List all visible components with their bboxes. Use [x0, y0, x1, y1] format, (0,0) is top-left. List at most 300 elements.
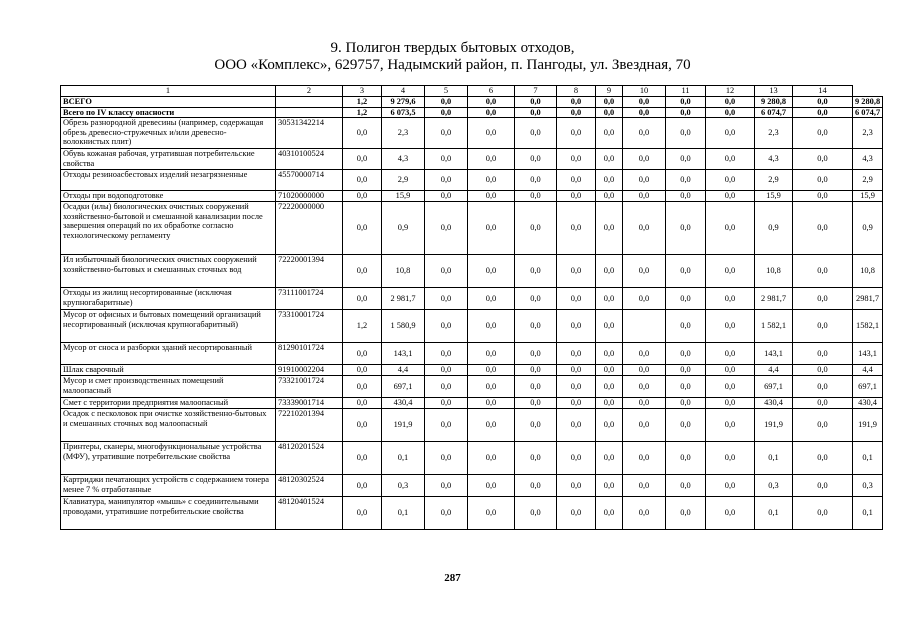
value-cell: 0,0 [596, 170, 623, 191]
waste-code: 73339001714 [276, 398, 343, 409]
column-number: 7 [515, 86, 557, 97]
value-cell: 0,0 [468, 409, 515, 442]
value-cell: 0,0 [596, 202, 623, 255]
value-cell: 0,0 [468, 107, 515, 118]
value-cell: 0,0 [623, 202, 666, 255]
table-row [61, 442, 883, 475]
value-cell: 0,0 [666, 255, 706, 288]
value-cell: 143,1 [755, 343, 793, 365]
value-cell: 0,0 [706, 202, 755, 255]
value-cell: 0,0 [343, 118, 382, 149]
value-cell: 4,3 [853, 149, 883, 170]
value-cell: 0,0 [343, 255, 382, 288]
waste-code [276, 97, 343, 108]
value-cell: 0,0 [666, 288, 706, 310]
value-cell: 0,0 [557, 343, 596, 365]
value-cell: 0,0 [425, 149, 468, 170]
value-cell: 0,0 [623, 365, 666, 376]
value-cell: 0,0 [623, 398, 666, 409]
value-cell: 0,0 [623, 409, 666, 442]
value-cell: 6 074,7 [755, 107, 793, 118]
value-cell: 0,0 [425, 170, 468, 191]
value-cell: 0,0 [425, 288, 468, 310]
table-title-line-2: ООО «Комплекс», 629757, Надымский район, п. Пангоды, ул. Звездная, 70 [214, 57, 691, 73]
value-cell: 0,0 [666, 365, 706, 376]
table-row [61, 202, 883, 255]
value-cell: 2981,7 [853, 288, 883, 310]
value-cell: 0,9 [853, 202, 883, 255]
value-cell: 0,1 [382, 497, 425, 530]
value-cell: 0,0 [596, 191, 623, 202]
value-cell: 0,0 [623, 191, 666, 202]
value-cell: 0,0 [425, 409, 468, 442]
value-cell: 0,0 [468, 118, 515, 149]
value-cell: 0,0 [706, 409, 755, 442]
value-cell: 0,0 [425, 255, 468, 288]
value-cell: 0,0 [596, 497, 623, 530]
value-cell: 0,0 [596, 398, 623, 409]
value-cell: 0,0 [468, 149, 515, 170]
table-row [61, 107, 883, 118]
waste-name: Картриджи печатающих устройств с содержанием тонера менее 7 % отработанные [61, 475, 276, 497]
value-cell: 0,0 [706, 149, 755, 170]
value-cell: 1,2 [343, 97, 382, 108]
value-cell: 0,0 [596, 409, 623, 442]
waste-name: Обрезь разнородной древесины (например, содержащая обрезь древесно-стружечных и/или древесно-волокнистых плит) [61, 118, 276, 149]
value-cell: 0,0 [515, 97, 557, 108]
value-cell: 0,0 [343, 376, 382, 398]
table-row [61, 398, 883, 409]
column-number: 1 [61, 86, 276, 97]
value-cell: 0,0 [793, 310, 853, 343]
value-cell: 0,0 [793, 202, 853, 255]
value-cell: 0,0 [515, 149, 557, 170]
waste-code: 72220001394 [276, 255, 343, 288]
value-cell: 15,9 [755, 191, 793, 202]
waste-code: 45570000714 [276, 170, 343, 191]
waste-code: 73321001724 [276, 376, 343, 398]
value-cell: 0,0 [557, 255, 596, 288]
value-cell: 0,0 [515, 365, 557, 376]
value-cell: 0,0 [468, 398, 515, 409]
value-cell: 0,0 [557, 149, 596, 170]
column-number: 11 [666, 86, 706, 97]
value-cell: 0,1 [853, 442, 883, 475]
table-row [61, 475, 883, 497]
table-row [61, 97, 883, 108]
value-cell: 15,9 [382, 191, 425, 202]
value-cell: 0,0 [557, 442, 596, 475]
value-cell: 0,0 [468, 497, 515, 530]
value-cell: 0,0 [343, 343, 382, 365]
value-cell: 0,0 [468, 365, 515, 376]
value-cell: 0,0 [515, 409, 557, 442]
waste-name: Отходы при водоподготовке [61, 191, 276, 202]
value-cell: 0,3 [382, 475, 425, 497]
value-cell: 0,0 [343, 442, 382, 475]
value-cell: 0,0 [515, 118, 557, 149]
waste-code: 30531342214 [276, 118, 343, 149]
value-cell: 0,0 [706, 442, 755, 475]
waste-code: 48120302524 [276, 475, 343, 497]
value-cell: 0,0 [706, 475, 755, 497]
value-cell: 0,0 [666, 475, 706, 497]
value-cell: 0,0 [557, 191, 596, 202]
column-number: 14 [793, 86, 853, 97]
value-cell: 0,0 [425, 376, 468, 398]
value-cell: 0,0 [515, 191, 557, 202]
value-cell: 4,3 [755, 149, 793, 170]
waste-name: Мусор от офисных и бытовых помещений организаций несортированный (исключая крупногабаритный) [61, 310, 276, 343]
value-cell: 0,0 [623, 118, 666, 149]
value-cell: 0,0 [793, 365, 853, 376]
waste-name: Ил избыточный биологических очистных сооружений хозяйственно-бытовых и смешанных сточных вод [61, 255, 276, 288]
value-cell: 0,0 [557, 409, 596, 442]
value-cell: 2,3 [755, 118, 793, 149]
waste-name: Осадки (илы) биологических очистных сооружений хозяйственно-бытовой и смешанной канализации после завершения операций по их обработке согласно технологическому регламенту [61, 202, 276, 255]
value-cell: 0,0 [557, 475, 596, 497]
value-cell: 0,0 [425, 191, 468, 202]
value-cell: 0,0 [706, 497, 755, 530]
column-number: 6 [468, 86, 515, 97]
waste-code: 72220000000 [276, 202, 343, 255]
waste-code: 73111001724 [276, 288, 343, 310]
value-cell: 0,0 [468, 475, 515, 497]
value-cell: 697,1 [853, 376, 883, 398]
value-cell: 0,0 [515, 376, 557, 398]
value-cell: 9 279,6 [382, 97, 425, 108]
waste-name: Отходы резиноасбестовых изделий незагрязненные [61, 170, 276, 191]
table-row [61, 149, 883, 170]
waste-table [60, 85, 883, 530]
table-row [61, 255, 883, 288]
table-row [61, 409, 883, 442]
waste-name: Осадок с песколовок при очистке хозяйственно-бытовых и смешанных сточных вод малоопасный [61, 409, 276, 442]
value-cell: 0,0 [515, 255, 557, 288]
waste-name: Обувь кожаная рабочая, утратившая потребительские свойства [61, 149, 276, 170]
value-cell: 2,3 [853, 118, 883, 149]
value-cell: 0,0 [557, 365, 596, 376]
value-cell: 4,4 [382, 365, 425, 376]
waste-code: 91910002204 [276, 365, 343, 376]
value-cell: 1,2 [343, 310, 382, 343]
value-cell: 0,0 [623, 497, 666, 530]
value-cell: 0,0 [623, 376, 666, 398]
value-cell: 6 073,5 [382, 107, 425, 118]
value-cell: 0,0 [468, 288, 515, 310]
value-cell: 0,0 [515, 475, 557, 497]
value-cell: 0,0 [706, 365, 755, 376]
value-cell: 9 280,8 [853, 97, 883, 108]
value-cell: 0,0 [666, 376, 706, 398]
value-cell: 0,0 [706, 255, 755, 288]
value-cell: 0,0 [343, 288, 382, 310]
value-cell: 0,0 [515, 343, 557, 365]
value-cell: 0,0 [666, 107, 706, 118]
value-cell: 0,0 [425, 202, 468, 255]
value-cell: 143,1 [853, 343, 883, 365]
waste-code [276, 107, 343, 118]
value-cell: 0,0 [515, 497, 557, 530]
waste-name: Отходы из жилищ несортированные (исключая крупногабаритные) [61, 288, 276, 310]
value-cell: 0,0 [666, 202, 706, 255]
value-cell: 9 280,8 [755, 97, 793, 108]
value-cell: 0,0 [793, 118, 853, 149]
value-cell: 0,3 [853, 475, 883, 497]
value-cell: 0,9 [755, 202, 793, 255]
value-cell: 697,1 [755, 376, 793, 398]
value-cell: 0,0 [468, 310, 515, 343]
waste-name: Клавиатура, манипулятор «мышь» с соединительными проводами, утратившие потребительские свойства [61, 497, 276, 530]
value-cell: 2,9 [755, 170, 793, 191]
value-cell: 0,0 [425, 442, 468, 475]
value-cell: 0,0 [666, 118, 706, 149]
column-number: 9 [596, 86, 623, 97]
value-cell: 0,0 [666, 442, 706, 475]
value-cell: 0,0 [793, 288, 853, 310]
value-cell: 0,0 [515, 288, 557, 310]
value-cell: 0,0 [425, 365, 468, 376]
value-cell: 0,1 [382, 442, 425, 475]
column-number: 5 [425, 86, 468, 97]
value-cell: 0,0 [425, 497, 468, 530]
column-number: 12 [706, 86, 755, 97]
value-cell: 0,0 [666, 310, 706, 343]
value-cell: 0,0 [706, 191, 755, 202]
value-cell: 0,0 [557, 202, 596, 255]
value-cell: 0,0 [596, 107, 623, 118]
value-cell: 0,0 [425, 97, 468, 108]
value-cell: 0,0 [706, 170, 755, 191]
value-cell: 0,0 [793, 409, 853, 442]
value-cell: 0,0 [515, 442, 557, 475]
waste-name: Всего по IV классу опасности [61, 107, 276, 118]
value-cell: 0,0 [706, 118, 755, 149]
value-cell: 191,9 [382, 409, 425, 442]
value-cell: 0,0 [596, 475, 623, 497]
value-cell: 15,9 [853, 191, 883, 202]
value-cell: 1582,1 [853, 310, 883, 343]
value-cell: 0,0 [793, 398, 853, 409]
waste-code: 40310100524 [276, 149, 343, 170]
value-cell: 0,0 [596, 343, 623, 365]
value-cell: 0,0 [706, 288, 755, 310]
value-cell: 0,0 [468, 442, 515, 475]
value-cell: 0,0 [596, 365, 623, 376]
column-number-row [61, 86, 883, 97]
value-cell: 0,1 [755, 442, 793, 475]
waste-code: 71020000000 [276, 191, 343, 202]
table-row [61, 376, 883, 398]
value-cell [623, 310, 666, 343]
value-cell: 0,0 [623, 343, 666, 365]
value-cell: 0,0 [468, 191, 515, 202]
value-cell: 0,0 [557, 97, 596, 108]
value-cell: 0,0 [793, 255, 853, 288]
value-cell: 1 582,1 [755, 310, 793, 343]
value-cell: 0,0 [623, 255, 666, 288]
value-cell: 0,0 [623, 170, 666, 191]
value-cell: 4,3 [382, 149, 425, 170]
value-cell: 0,0 [793, 149, 853, 170]
waste-code: 48120201524 [276, 442, 343, 475]
value-cell: 0,0 [706, 343, 755, 365]
value-cell: 0,0 [557, 118, 596, 149]
value-cell: 0,0 [468, 343, 515, 365]
table-row [61, 365, 883, 376]
value-cell: 0,0 [343, 170, 382, 191]
value-cell: 2 981,7 [755, 288, 793, 310]
column-number: 4 [382, 86, 425, 97]
value-cell: 6 074,7 [853, 107, 883, 118]
value-cell: 10,8 [755, 255, 793, 288]
value-cell: 0,0 [706, 398, 755, 409]
value-cell: 10,8 [382, 255, 425, 288]
value-cell: 0,0 [596, 310, 623, 343]
value-cell: 0,0 [596, 376, 623, 398]
waste-name: Принтеры, сканеры, многофункциональные устройства (МФУ), утратившие потребительские свойства [61, 442, 276, 475]
waste-name: Мусор и смет производственных помещений малоопасный [61, 376, 276, 398]
value-cell: 0,0 [793, 107, 853, 118]
value-cell: 0,0 [515, 107, 557, 118]
waste-code: 73310001724 [276, 310, 343, 343]
value-cell: 0,0 [468, 255, 515, 288]
value-cell: 0,0 [425, 118, 468, 149]
value-cell: 0,0 [793, 497, 853, 530]
value-cell: 0,0 [793, 343, 853, 365]
value-cell: 0,0 [706, 107, 755, 118]
value-cell: 0,0 [515, 170, 557, 191]
value-cell: 0,0 [596, 442, 623, 475]
value-cell: 4,4 [755, 365, 793, 376]
value-cell: 0,0 [343, 475, 382, 497]
value-cell: 0,0 [596, 288, 623, 310]
table-row [61, 343, 883, 365]
value-cell: 0,0 [468, 376, 515, 398]
waste-name: Мусор от сноса и разборки зданий несортированный [61, 343, 276, 365]
value-cell: 0,0 [666, 191, 706, 202]
value-cell: 2 981,7 [382, 288, 425, 310]
value-cell: 143,1 [382, 343, 425, 365]
value-cell: 0,0 [623, 97, 666, 108]
value-cell: 2,3 [382, 118, 425, 149]
value-cell: 0,0 [468, 202, 515, 255]
page-number: 287 [444, 572, 461, 584]
value-cell: 0,0 [343, 409, 382, 442]
waste-name: ВСЕГО [61, 97, 276, 108]
value-cell: 0,0 [425, 310, 468, 343]
value-cell: 0,0 [793, 475, 853, 497]
column-number: 3 [343, 86, 382, 97]
waste-code: 81290101724 [276, 343, 343, 365]
column-number: 8 [557, 86, 596, 97]
value-cell: 0,0 [343, 398, 382, 409]
value-cell: 0,0 [793, 191, 853, 202]
value-cell: 2,9 [853, 170, 883, 191]
waste-name: Шлак сварочный [61, 365, 276, 376]
column-number: 13 [755, 86, 793, 97]
value-cell: 0,0 [793, 442, 853, 475]
value-cell: 0,0 [515, 310, 557, 343]
value-cell: 0,0 [425, 398, 468, 409]
value-cell: 0,0 [515, 398, 557, 409]
value-cell: 0,0 [706, 97, 755, 108]
value-cell: 2,9 [382, 170, 425, 191]
value-cell: 697,1 [382, 376, 425, 398]
value-cell: 191,9 [755, 409, 793, 442]
value-cell: 191,9 [853, 409, 883, 442]
value-cell: 0,0 [666, 149, 706, 170]
table-row [61, 170, 883, 191]
value-cell: 0,0 [557, 170, 596, 191]
value-cell: 0,0 [596, 255, 623, 288]
value-cell: 0,0 [666, 343, 706, 365]
value-cell: 0,0 [706, 310, 755, 343]
value-cell: 0,0 [557, 376, 596, 398]
value-cell: 0,0 [623, 288, 666, 310]
value-cell: 0,9 [382, 202, 425, 255]
value-cell: 0,0 [557, 398, 596, 409]
value-cell: 0,0 [623, 107, 666, 118]
value-cell: 0,0 [706, 376, 755, 398]
value-cell: 0,1 [755, 497, 793, 530]
value-cell: 0,0 [623, 149, 666, 170]
value-cell: 0,0 [596, 118, 623, 149]
value-cell: 0,0 [557, 107, 596, 118]
value-cell: 0,0 [343, 191, 382, 202]
value-cell: 0,0 [343, 202, 382, 255]
value-cell: 0,1 [853, 497, 883, 530]
value-cell: 0,0 [343, 149, 382, 170]
value-cell: 0,0 [343, 365, 382, 376]
value-cell: 4,4 [853, 365, 883, 376]
value-cell: 0,0 [793, 376, 853, 398]
table-row [61, 310, 883, 343]
value-cell: 10,8 [853, 255, 883, 288]
value-cell: 0,0 [425, 107, 468, 118]
value-cell: 430,4 [853, 398, 883, 409]
waste-name: Смет с территории предприятия малоопасный [61, 398, 276, 409]
value-cell: 0,0 [343, 497, 382, 530]
value-cell: 0,0 [425, 475, 468, 497]
value-cell: 0,0 [666, 97, 706, 108]
table-title-line-1: 9. Полигон твердых бытовых отходов, [330, 40, 575, 56]
table-row [61, 118, 883, 149]
value-cell: 0,0 [666, 409, 706, 442]
table-row [61, 288, 883, 310]
value-cell: 0,0 [596, 97, 623, 108]
table-row [61, 191, 883, 202]
column-number: 2 [276, 86, 343, 97]
value-cell: 0,0 [557, 310, 596, 343]
value-cell: 0,0 [596, 149, 623, 170]
value-cell: 0,0 [793, 97, 853, 108]
value-cell: 0,0 [623, 475, 666, 497]
waste-code: 72210201394 [276, 409, 343, 442]
value-cell: 0,0 [666, 170, 706, 191]
value-cell: 0,0 [666, 497, 706, 530]
value-cell: 0,0 [793, 170, 853, 191]
value-cell: 0,0 [623, 442, 666, 475]
column-number: 10 [623, 86, 666, 97]
value-cell: 1,2 [343, 107, 382, 118]
value-cell: 0,0 [557, 497, 596, 530]
value-cell: 0,0 [425, 343, 468, 365]
value-cell: 0,0 [557, 288, 596, 310]
value-cell: 430,4 [755, 398, 793, 409]
value-cell: 0,0 [666, 398, 706, 409]
waste-code: 48120401524 [276, 497, 343, 530]
